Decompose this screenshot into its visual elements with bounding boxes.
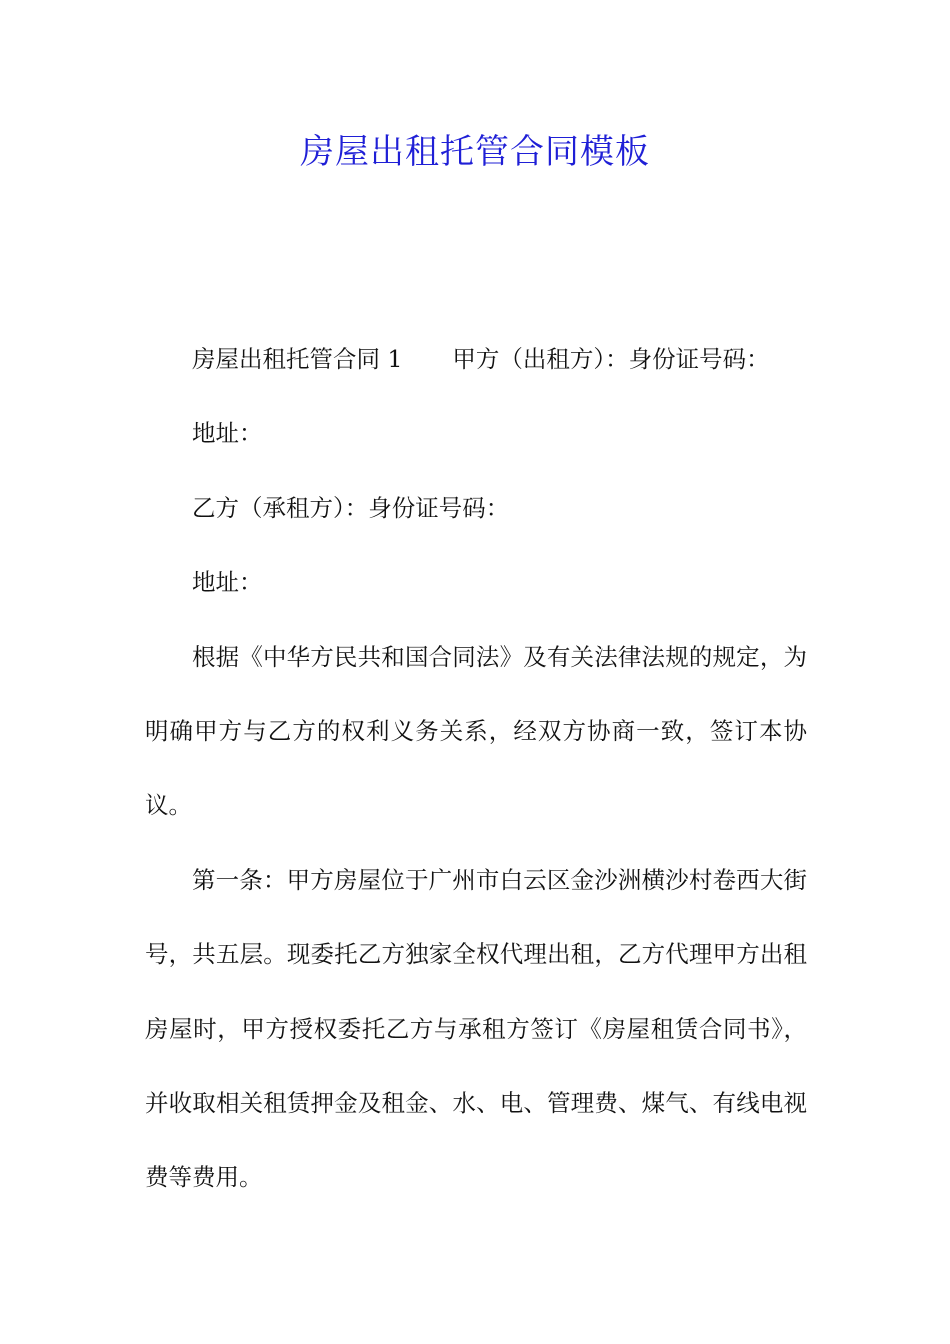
paragraph-party-a	[145, 322, 807, 396]
party-a-line: 甲方（出租方）：身份证号码：	[452, 345, 770, 373]
paragraph-article-1: 第一条：甲方房屋位于广州市白云区金沙洲横沙村卷西大街号，共五层。现委托乙方独家全权代理出租，乙方代理甲方出租房屋时，甲方授权委托乙方与承租方签订《房屋租赁合同书》，并收取相关租赁押金及租金、水、电、管理费、煤气、有线电视费等费用。	[145, 865, 807, 1192]
contract-heading: 房屋出租托管合同 1	[192, 345, 403, 373]
paragraph-preamble: 根据《中华方民共和国合同法》及有关法律法规的规定，为明确甲方与乙方的权利义务关系，经双方协商一致，签订本协议。	[145, 642, 807, 820]
paragraph-party-b-address: 地址：	[192, 568, 263, 597]
paragraph-party-a-address: 地址：	[192, 419, 263, 448]
paragraph-party-b: 乙方（承租方）：身份证号码：	[192, 493, 510, 522]
document-body	[145, 322, 807, 1215]
document-title: 房屋出租托管合同模板	[300, 132, 650, 172]
